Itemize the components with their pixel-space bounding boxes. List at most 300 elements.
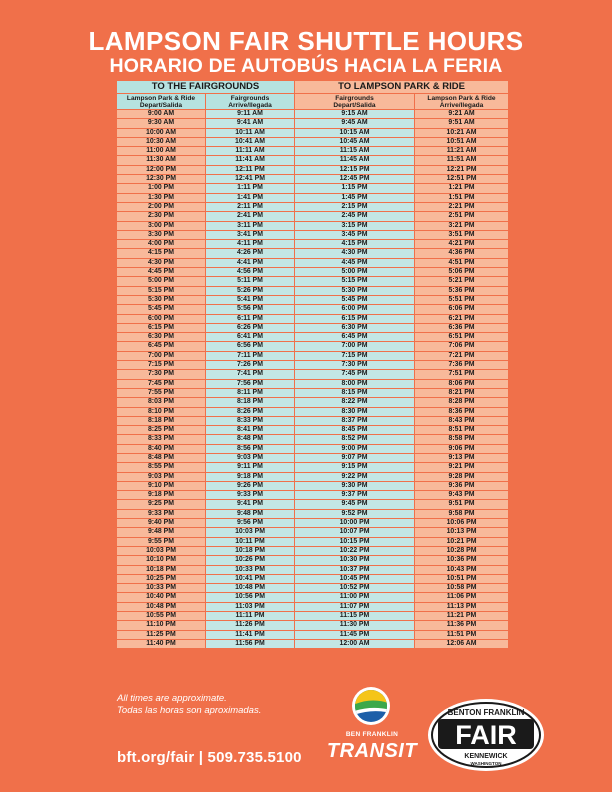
cell-lampson-depart: 10:00 AM: [117, 129, 205, 137]
cell-fairgrounds-depart: 5:45 PM: [295, 296, 414, 304]
cell-lampson-depart: 5:15 PM: [117, 287, 205, 295]
cell-fairgrounds-arrive: 10:18 PM: [206, 547, 294, 555]
cell-fairgrounds-arrive: 4:26 PM: [206, 249, 294, 257]
cell-fairgrounds-depart: 2:45 PM: [295, 212, 414, 220]
cell-fairgrounds-arrive: 9:03 PM: [206, 454, 294, 462]
table-row: [117, 491, 508, 499]
cell-lampson-depart: 2:30 PM: [117, 212, 205, 220]
cell-fairgrounds-arrive: 6:11 PM: [206, 315, 294, 323]
column-header-fairgrounds-arrive: [206, 94, 294, 109]
cell-fairgrounds-arrive: 9:48 PM: [206, 510, 294, 518]
cell-lampson-depart: 5:45 PM: [117, 305, 205, 313]
cell-fairgrounds-depart: 10:52 PM: [295, 584, 414, 592]
cell-fairgrounds-arrive: 11:11 AM: [206, 147, 294, 155]
table-row: [117, 463, 508, 471]
approximate-note-en: All times are approximate.: [117, 693, 227, 704]
cell-fairgrounds-depart: 10:22 PM: [295, 547, 414, 555]
cell-fairgrounds-depart: 9:30 PM: [295, 482, 414, 490]
cell-lampson-depart: 5:00 PM: [117, 277, 205, 285]
fair-logo-state-text: WASHINGTON: [470, 761, 502, 766]
cell-lampson-arrive: 8:06 PM: [415, 380, 508, 388]
ben-franklin-transit-logo-icon: [351, 686, 391, 726]
cell-lampson-arrive: 9:51 AM: [415, 119, 508, 127]
cell-fairgrounds-depart: 9:45 AM: [295, 119, 414, 127]
cell-lampson-arrive: 9:21 AM: [415, 110, 508, 118]
cell-lampson-depart: 6:45 PM: [117, 342, 205, 350]
cell-fairgrounds-depart: 9:07 PM: [295, 454, 414, 462]
cell-lampson-arrive: 7:06 PM: [415, 342, 508, 350]
cell-lampson-arrive: 11:51 AM: [415, 156, 508, 164]
cell-fairgrounds-depart: 7:30 PM: [295, 361, 414, 369]
cell-lampson-depart: 9:40 PM: [117, 519, 205, 527]
cell-fairgrounds-arrive: 10:48 PM: [206, 584, 294, 592]
cell-lampson-arrive: 11:21 PM: [415, 612, 508, 620]
column-header-name: Fairgrounds: [335, 94, 374, 102]
cell-lampson-arrive: 9:43 PM: [415, 491, 508, 499]
cell-fairgrounds-depart: 1:15 PM: [295, 184, 414, 192]
cell-fairgrounds-depart: 3:45 PM: [295, 231, 414, 239]
table-row: [117, 259, 508, 267]
table-row: [117, 500, 508, 508]
table-row: [117, 538, 508, 546]
cell-fairgrounds-arrive: 1:41 PM: [206, 194, 294, 202]
table-row: [117, 222, 508, 230]
cell-lampson-arrive: 9:13 PM: [415, 454, 508, 462]
column-header-sub: Arrive/llegada: [228, 101, 272, 109]
column-header-name: Lampson Park & Ride: [126, 94, 196, 102]
cell-lampson-depart: 11:25 PM: [117, 631, 205, 639]
cell-lampson-arrive: 10:51 AM: [415, 138, 508, 146]
cell-fairgrounds-arrive: 9:33 PM: [206, 491, 294, 499]
cell-fairgrounds-arrive: 9:26 PM: [206, 482, 294, 490]
table-row: [117, 119, 508, 127]
cell-fairgrounds-depart: 11:30 PM: [295, 621, 414, 629]
cell-fairgrounds-depart: 12:45 PM: [295, 175, 414, 183]
cell-lampson-depart: 7:45 PM: [117, 380, 205, 388]
cell-fairgrounds-depart: 10:30 PM: [295, 556, 414, 564]
cell-fairgrounds-depart: 9:37 PM: [295, 491, 414, 499]
section-header-row: [117, 81, 508, 93]
cell-fairgrounds-depart: 4:15 PM: [295, 240, 414, 248]
schedule-body: [117, 110, 508, 648]
cell-lampson-arrive: 11:13 PM: [415, 603, 508, 611]
cell-fairgrounds-arrive: 9:41 PM: [206, 500, 294, 508]
column-header-name: Fairgrounds: [230, 94, 270, 102]
cell-lampson-depart: 12:30 PM: [117, 175, 205, 183]
cell-lampson-arrive: 11:06 PM: [415, 593, 508, 601]
table-row: [117, 370, 508, 378]
cell-fairgrounds-depart: 5:30 PM: [295, 287, 414, 295]
cell-fairgrounds-arrive: 5:11 PM: [206, 277, 294, 285]
approximate-note: [117, 693, 261, 717]
table-row: [117, 435, 508, 443]
cell-fairgrounds-arrive: 3:41 PM: [206, 231, 294, 239]
cell-lampson-depart: 12:00 PM: [117, 166, 205, 174]
cell-fairgrounds-depart: 10:37 PM: [295, 566, 414, 574]
cell-lampson-arrive: 8:21 PM: [415, 389, 508, 397]
cell-lampson-arrive: 10:21 PM: [415, 538, 508, 546]
cell-fairgrounds-arrive: 8:18 PM: [206, 398, 294, 406]
cell-fairgrounds-depart: 9:52 PM: [295, 510, 414, 518]
cell-fairgrounds-depart: 10:15 AM: [295, 129, 414, 137]
cell-lampson-depart: 10:48 PM: [117, 603, 205, 611]
table-row: [117, 454, 508, 462]
cell-fairgrounds-depart: 5:15 PM: [295, 277, 414, 285]
cell-lampson-arrive: 9:28 PM: [415, 473, 508, 481]
table-row: [117, 603, 508, 611]
cell-lampson-arrive: 3:51 PM: [415, 231, 508, 239]
table-row: [117, 287, 508, 295]
table-row: [117, 621, 508, 629]
section-to-lampson: TO LAMPSON PARK & RIDE: [295, 81, 508, 93]
approximate-note-es: Todas las horas son aproximadas.: [117, 705, 262, 716]
cell-lampson-arrive: 11:21 AM: [415, 147, 508, 155]
table-row: [117, 342, 508, 350]
cell-lampson-arrive: 10:51 PM: [415, 575, 508, 583]
table-row: [117, 203, 508, 211]
cell-lampson-depart: 9:00 AM: [117, 110, 205, 118]
cell-lampson-arrive: 3:21 PM: [415, 222, 508, 230]
cell-lampson-depart: 11:10 PM: [117, 621, 205, 629]
table-row: [117, 249, 508, 257]
cell-lampson-depart: 4:00 PM: [117, 240, 205, 248]
table-row: [117, 166, 508, 174]
table-row: [117, 277, 508, 285]
cell-fairgrounds-depart: 6:45 PM: [295, 333, 414, 341]
cell-lampson-depart: 1:00 PM: [117, 184, 205, 192]
cell-lampson-arrive: 6:21 PM: [415, 315, 508, 323]
table-row: [117, 352, 508, 360]
benton-franklin-fair-logo-icon: [426, 697, 546, 773]
cell-fairgrounds-depart: 8:45 PM: [295, 426, 414, 434]
cell-fairgrounds-arrive: 9:11 PM: [206, 463, 294, 471]
cell-lampson-arrive: 12:06 AM: [415, 640, 508, 648]
cell-fairgrounds-arrive: 4:41 PM: [206, 259, 294, 267]
cell-lampson-arrive: 8:43 PM: [415, 417, 508, 425]
table-row: [117, 305, 508, 313]
cell-lampson-depart: 11:30 AM: [117, 156, 205, 164]
table-row: [117, 566, 508, 574]
table-row: [117, 138, 508, 146]
cell-lampson-arrive: 6:06 PM: [415, 305, 508, 313]
column-header-fairgrounds-depart: [295, 94, 414, 109]
cell-lampson-arrive: 9:21 PM: [415, 463, 508, 471]
column-header-row: [117, 94, 508, 109]
cell-fairgrounds-arrive: 10:26 PM: [206, 556, 294, 564]
cell-fairgrounds-arrive: 8:48 PM: [206, 435, 294, 443]
table-row: [117, 556, 508, 564]
cell-fairgrounds-arrive: 10:03 PM: [206, 528, 294, 536]
cell-lampson-depart: 4:15 PM: [117, 249, 205, 257]
cell-fairgrounds-arrive: 1:11 PM: [206, 184, 294, 192]
schedule-table: [116, 80, 509, 649]
cell-lampson-depart: 7:55 PM: [117, 389, 205, 397]
cell-lampson-arrive: 10:43 PM: [415, 566, 508, 574]
cell-fairgrounds-arrive: 9:56 PM: [206, 519, 294, 527]
cell-lampson-depart: 3:30 PM: [117, 231, 205, 239]
cell-lampson-depart: 6:00 PM: [117, 315, 205, 323]
table-row: [117, 528, 508, 536]
cell-fairgrounds-depart: 9:00 PM: [295, 445, 414, 453]
cell-fairgrounds-arrive: 9:11 AM: [206, 110, 294, 118]
cell-fairgrounds-arrive: 11:03 PM: [206, 603, 294, 611]
cell-fairgrounds-arrive: 11:11 PM: [206, 612, 294, 620]
cell-lampson-depart: 8:18 PM: [117, 417, 205, 425]
page-title: LAMPSON FAIR SHUTTLE HOURS: [88, 26, 524, 56]
table-row: [117, 575, 508, 583]
cell-lampson-arrive: 5:06 PM: [415, 268, 508, 276]
table-row: [117, 184, 508, 192]
cell-fairgrounds-arrive: 11:26 PM: [206, 621, 294, 629]
cell-lampson-arrive: 4:36 PM: [415, 249, 508, 257]
table-row: [117, 547, 508, 555]
cell-lampson-depart: 10:10 PM: [117, 556, 205, 564]
cell-lampson-arrive: 10:36 PM: [415, 556, 508, 564]
table-row: [117, 129, 508, 137]
cell-fairgrounds-depart: 10:45 AM: [295, 138, 414, 146]
cell-lampson-depart: 8:33 PM: [117, 435, 205, 443]
cell-fairgrounds-arrive: 10:41 PM: [206, 575, 294, 583]
cell-lampson-depart: 8:25 PM: [117, 426, 205, 434]
cell-fairgrounds-arrive: 5:56 PM: [206, 305, 294, 313]
cell-lampson-arrive: 8:51 PM: [415, 426, 508, 434]
column-header-sub: Arrive/llegada: [439, 101, 484, 109]
cell-lampson-depart: 1:30 PM: [117, 194, 205, 202]
table-row: [117, 612, 508, 620]
cell-lampson-depart: 7:00 PM: [117, 352, 205, 360]
transit-logo-line1: BEN FRANKLIN: [345, 731, 399, 738]
cell-fairgrounds-depart: 8:30 PM: [295, 408, 414, 416]
column-header-lampson-arrive: [415, 94, 508, 109]
cell-lampson-arrive: 5:51 PM: [415, 296, 508, 304]
cell-lampson-depart: 9:25 PM: [117, 500, 205, 508]
cell-fairgrounds-depart: 11:15 AM: [295, 147, 414, 155]
fair-logo-top-text: BENTON FRANKLIN: [447, 708, 525, 717]
table-row: [117, 156, 508, 164]
cell-lampson-depart: 9:18 PM: [117, 491, 205, 499]
cell-lampson-arrive: 5:36 PM: [415, 287, 508, 295]
cell-fairgrounds-depart: 4:45 PM: [295, 259, 414, 267]
cell-lampson-depart: 9:55 PM: [117, 538, 205, 546]
cell-lampson-depart: 11:00 AM: [117, 147, 205, 155]
cell-lampson-arrive: 10:21 AM: [415, 129, 508, 137]
cell-fairgrounds-arrive: 11:56 PM: [206, 640, 294, 648]
cell-fairgrounds-arrive: 11:41 AM: [206, 156, 294, 164]
column-header-name: Lampson Park & Ride: [427, 94, 496, 102]
cell-lampson-depart: 10:33 PM: [117, 584, 205, 592]
table-row: [117, 231, 508, 239]
cell-fairgrounds-depart: 2:15 PM: [295, 203, 414, 211]
column-header-sub: Depart/Salida: [139, 101, 183, 109]
cell-fairgrounds-arrive: 8:26 PM: [206, 408, 294, 416]
cell-lampson-arrive: 6:36 PM: [415, 324, 508, 332]
cell-fairgrounds-depart: 10:45 PM: [295, 575, 414, 583]
table-row: [117, 519, 508, 527]
cell-lampson-depart: 8:48 PM: [117, 454, 205, 462]
cell-lampson-depart: 9:10 PM: [117, 482, 205, 490]
cell-fairgrounds-arrive: 8:11 PM: [206, 389, 294, 397]
cell-lampson-depart: 10:40 PM: [117, 593, 205, 601]
cell-fairgrounds-depart: 5:00 PM: [295, 268, 414, 276]
cell-fairgrounds-depart: 11:07 PM: [295, 603, 414, 611]
cell-lampson-depart: 9:33 PM: [117, 510, 205, 518]
cell-lampson-depart: 6:15 PM: [117, 324, 205, 332]
cell-fairgrounds-depart: 8:00 PM: [295, 380, 414, 388]
cell-fairgrounds-arrive: 6:41 PM: [206, 333, 294, 341]
cell-lampson-depart: 10:30 AM: [117, 138, 205, 146]
cell-fairgrounds-depart: 4:30 PM: [295, 249, 414, 257]
cell-lampson-depart: 8:55 PM: [117, 463, 205, 471]
cell-fairgrounds-depart: 11:45 AM: [295, 156, 414, 164]
cell-fairgrounds-depart: 9:15 PM: [295, 463, 414, 471]
cell-fairgrounds-depart: 7:15 PM: [295, 352, 414, 360]
cell-fairgrounds-depart: 8:52 PM: [295, 435, 414, 443]
schedule-table-container: [116, 80, 508, 649]
cell-fairgrounds-arrive: 12:41 PM: [206, 175, 294, 183]
column-header-sub: Depart/Salida: [333, 101, 376, 109]
table-row: [117, 268, 508, 276]
table-row: [117, 417, 508, 425]
table-row: [117, 324, 508, 332]
cell-lampson-arrive: 10:06 PM: [415, 519, 508, 527]
cell-fairgrounds-depart: 11:00 PM: [295, 593, 414, 601]
cell-lampson-arrive: 8:58 PM: [415, 435, 508, 443]
cell-fairgrounds-depart: 10:00 PM: [295, 519, 414, 527]
cell-fairgrounds-depart: 7:45 PM: [295, 370, 414, 378]
cell-fairgrounds-depart: 7:00 PM: [295, 342, 414, 350]
table-row: [117, 408, 508, 416]
cell-fairgrounds-depart: 12:00 AM: [295, 640, 414, 648]
table-row: [117, 110, 508, 118]
cell-lampson-arrive: 11:51 PM: [415, 631, 508, 639]
cell-fairgrounds-depart: 10:07 PM: [295, 528, 414, 536]
cell-lampson-depart: 8:10 PM: [117, 408, 205, 416]
cell-lampson-arrive: 10:13 PM: [415, 528, 508, 536]
cell-lampson-arrive: 10:28 PM: [415, 547, 508, 555]
cell-fairgrounds-arrive: 8:33 PM: [206, 417, 294, 425]
table-row: [117, 380, 508, 388]
cell-fairgrounds-depart: 11:15 PM: [295, 612, 414, 620]
table-row: [117, 445, 508, 453]
cell-fairgrounds-depart: 9:15 AM: [295, 110, 414, 118]
cell-fairgrounds-arrive: 10:11 PM: [206, 538, 294, 546]
cell-fairgrounds-arrive: 10:11 AM: [206, 129, 294, 137]
cell-fairgrounds-arrive: 2:41 PM: [206, 212, 294, 220]
cell-lampson-depart: 10:03 PM: [117, 547, 205, 555]
cell-fairgrounds-depart: 8:22 PM: [295, 398, 414, 406]
cell-lampson-depart: 10:55 PM: [117, 612, 205, 620]
cell-fairgrounds-arrive: 6:56 PM: [206, 342, 294, 350]
cell-lampson-arrive: 4:21 PM: [415, 240, 508, 248]
cell-lampson-arrive: 9:51 PM: [415, 500, 508, 508]
cell-fairgrounds-depart: 10:15 PM: [295, 538, 414, 546]
cell-lampson-depart: 10:25 PM: [117, 575, 205, 583]
table-row: [117, 240, 508, 248]
table-row: [117, 333, 508, 341]
cell-fairgrounds-depart: 12:15 PM: [295, 166, 414, 174]
table-row: [117, 473, 508, 481]
table-row: [117, 510, 508, 518]
cell-lampson-arrive: 9:36 PM: [415, 482, 508, 490]
table-row: [117, 426, 508, 434]
cell-lampson-arrive: 7:36 PM: [415, 361, 508, 369]
cell-lampson-depart: 7:15 PM: [117, 361, 205, 369]
cell-lampson-arrive: 5:21 PM: [415, 277, 508, 285]
cell-lampson-arrive: 1:21 PM: [415, 184, 508, 192]
cell-lampson-depart: 11:40 PM: [117, 640, 205, 648]
cell-fairgrounds-arrive: 10:56 PM: [206, 593, 294, 601]
table-row: [117, 212, 508, 220]
cell-lampson-arrive: 1:51 PM: [415, 194, 508, 202]
cell-lampson-depart: 9:03 PM: [117, 473, 205, 481]
table-row: [117, 640, 508, 648]
cell-fairgrounds-arrive: 5:26 PM: [206, 287, 294, 295]
cell-lampson-arrive: 10:58 PM: [415, 584, 508, 592]
cell-fairgrounds-arrive: 12:11 PM: [206, 166, 294, 174]
cell-fairgrounds-arrive: 7:41 PM: [206, 370, 294, 378]
cell-fairgrounds-arrive: 8:41 PM: [206, 426, 294, 434]
cell-fairgrounds-depart: 3:15 PM: [295, 222, 414, 230]
fair-logo-main-text: FAIR: [455, 720, 517, 750]
cell-fairgrounds-depart: 8:37 PM: [295, 417, 414, 425]
table-row: [117, 296, 508, 304]
cell-fairgrounds-depart: 1:45 PM: [295, 194, 414, 202]
cell-fairgrounds-arrive: 9:18 PM: [206, 473, 294, 481]
table-row: [117, 175, 508, 183]
cell-fairgrounds-arrive: 10:33 PM: [206, 566, 294, 574]
cell-lampson-arrive: 6:51 PM: [415, 333, 508, 341]
cell-fairgrounds-arrive: 7:56 PM: [206, 380, 294, 388]
transit-logo-line2: TRANSIT: [326, 740, 418, 762]
cell-fairgrounds-arrive: 9:41 AM: [206, 119, 294, 127]
cell-lampson-depart: 9:30 AM: [117, 119, 205, 127]
table-row: [117, 315, 508, 323]
cell-fairgrounds-arrive: 11:41 PM: [206, 631, 294, 639]
cell-lampson-arrive: 7:51 PM: [415, 370, 508, 378]
cell-lampson-depart: 4:30 PM: [117, 259, 205, 267]
fair-logo-city-text: KENNEWICK: [464, 753, 508, 760]
table-row: [117, 398, 508, 406]
cell-lampson-depart: 8:40 PM: [117, 445, 205, 453]
cell-lampson-depart: 5:30 PM: [117, 296, 205, 304]
cell-lampson-depart: 6:30 PM: [117, 333, 205, 341]
cell-lampson-arrive: 2:51 PM: [415, 212, 508, 220]
cell-fairgrounds-arrive: 7:11 PM: [206, 352, 294, 360]
table-row: [117, 584, 508, 592]
cell-lampson-depart: 8:03 PM: [117, 398, 205, 406]
table-row: [117, 389, 508, 397]
cell-fairgrounds-depart: 6:00 PM: [295, 305, 414, 313]
cell-fairgrounds-depart: 6:15 PM: [295, 315, 414, 323]
table-row: [117, 631, 508, 639]
page-subtitle-spanish: HORARIO DE AUTOBÚS HACIA LA FERIA: [109, 55, 503, 77]
section-to-fairgrounds: TO THE FAIRGROUNDS: [117, 81, 294, 93]
table-row: [117, 194, 508, 202]
cell-fairgrounds-arrive: 8:56 PM: [206, 445, 294, 453]
cell-lampson-depart: 4:45 PM: [117, 268, 205, 276]
contact-info[interactable]: bft.org/fair | 509.735.5100: [117, 749, 302, 766]
cell-fairgrounds-arrive: 4:56 PM: [206, 268, 294, 276]
cell-fairgrounds-arrive: 10:41 AM: [206, 138, 294, 146]
cell-fairgrounds-arrive: 7:26 PM: [206, 361, 294, 369]
cell-lampson-arrive: 7:21 PM: [415, 352, 508, 360]
column-header-lampson-depart: [117, 94, 205, 109]
table-row: [117, 482, 508, 490]
cell-lampson-depart: 3:00 PM: [117, 222, 205, 230]
cell-lampson-arrive: 4:51 PM: [415, 259, 508, 267]
cell-fairgrounds-depart: 9:22 PM: [295, 473, 414, 481]
table-row: [117, 361, 508, 369]
